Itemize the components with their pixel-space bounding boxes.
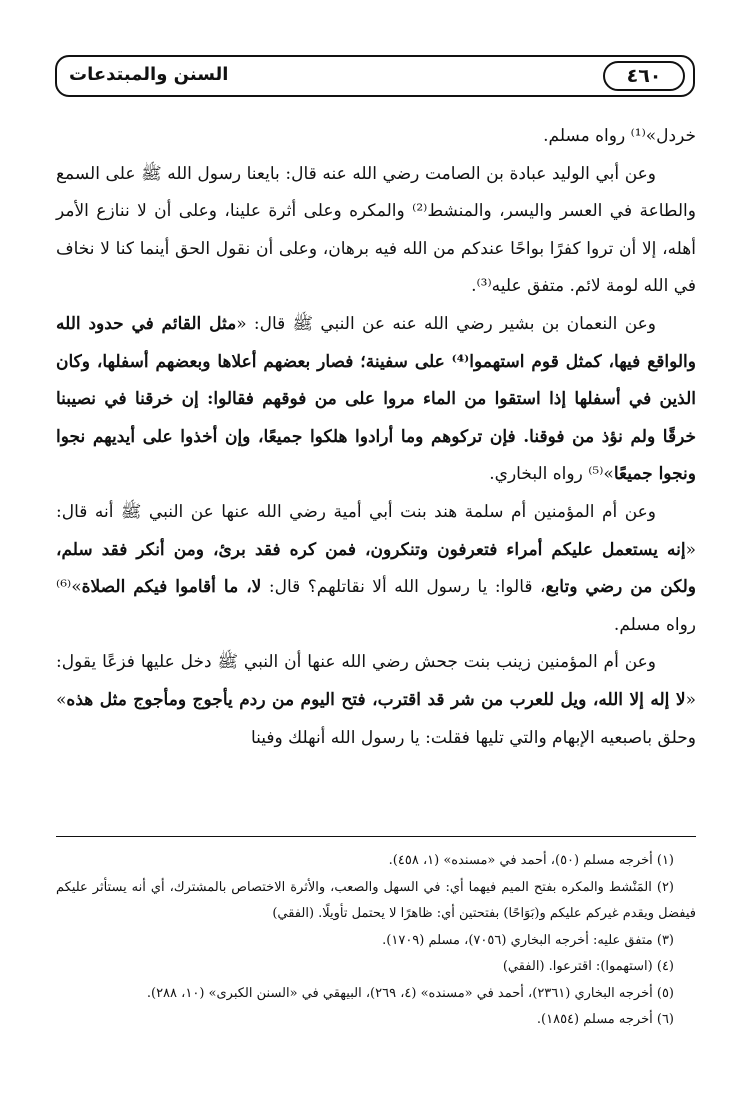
p5-end: » وحلق باصبعيه الإبهام والتي تليها فقلت: يا رسول الله أنهلك وفينا: [56, 689, 696, 748]
footnote-4: (٤) (استهموا): اقترعوا. (الفقي): [502, 959, 674, 974]
footnote-1: (١) أخرجه مسلم (٥٠)، أحمد في «مسنده» (١، ٤٥٨).: [388, 853, 674, 868]
paragraph-5: [56, 644, 696, 757]
footnote-3: (٣) متفق عليه: أخرجه البخاري (٧٠٥٦)، مسلم (١٧٠٩).: [382, 932, 674, 948]
footnote-2: (٢) المَنْشط والمكره بفتح الميم فيهما أي: في السهل والصعب، والأثرة الاختصاص بالمشترك، أي أنه يستأثر عليكم فيفضل ويقدم غيركم عليكم و(بَوَاحًا) بفتحتين أي: ظاهرًا لا يحتمل تأويلًا. (الفقي): [56, 879, 696, 921]
p4-intro: وعن أم المؤمنين أم سلمة هند بنت أبي أمية رضي الله عنها عن النبي ﷺ أنه قال: «: [56, 501, 696, 560]
footnote-divider: [56, 836, 696, 837]
page-header: [55, 55, 695, 97]
p4-middle: ، قالوا: يا رسول الله ألا نقاتلهم؟ قال:: [261, 577, 546, 598]
p3-end: »⁽⁵⁾ رواه البخاري.: [489, 464, 614, 485]
footnote-5: (٥) أخرجه البخاري (٢٣٦١)، أحمد في «مسنده» (٤، ٢٦٩)، البيهقي في «السنن الكبرى» (١٠، ٢٨٨).: [146, 985, 674, 1001]
paragraph-2: وعن أبي الوليد عبادة بن الصامت رضي الله عنه قال: بايعنا رسول الله ﷺ على السمع والطاعة في العسر واليسر، والمنشط⁽²⁾ والمكره وعلى أثرة علينا، وعلى أن لا ننازع الأمر أهله، إلا أن تروا كفرًا بواحًا عندكم من الله فيه برهان، وعلى أن نقول الحق أينما كنا لا نخاف في الله لومة لائم. متفق عليه⁽³⁾.: [56, 163, 696, 297]
footnotes: [56, 848, 696, 1034]
p5-intro: وعن أم المؤمنين زينب بنت جحش رضي الله عنها أن النبي ﷺ دخل عليها فزعًا يقول: «: [56, 652, 696, 710]
main-text: [56, 118, 696, 757]
paragraph-3: [56, 306, 696, 494]
p3-hadith: مثل القائم في حدود الله والواقع فيها، كمثل قوم استهموا⁽⁴⁾ على سفينة؛ فصار بعضهم أعلاها وبعضهم أسفلها، وكان الذين في أسفلها إذا استقوا من الماء مروا على من فوقهم فقالوا: إن خرقنا في نصيبنا خرقًا ولم نؤذ من فوقنا. فإن تركوهم وما أرادوا هلكوا جميعًا، وإن أخذوا على أيديهم نجوا ونجوا جميعًا: [56, 313, 696, 485]
p4-hadith: إنه يستعمل عليكم أمراء فتعرفون وتنكرون، فمن كره فقد برئ، ومن أنكر فقد سلم، ولكن من رضي وتابع: [56, 539, 697, 598]
paragraph-4: [56, 494, 696, 644]
paragraph-1: خردل»⁽¹⁾ رواه مسلم.: [543, 126, 696, 146]
p4-hadith-2: لا، ما أقاموا فيكم الصلاة: [81, 577, 262, 598]
running-title: السنن والمبتدعات: [69, 64, 229, 85]
footnote-6: (٦) أخرجه مسلم (١٨٥٤).: [536, 1012, 674, 1027]
page-number: ٤٦٠: [603, 61, 685, 91]
p3-intro: وعن النعمان بن بشير رضي الله عنه عن النبي ﷺ قال: «: [236, 313, 656, 334]
p4-end: »⁽⁶⁾ رواه مسلم.: [56, 577, 696, 635]
p5-hadith: لا إله إلا الله، ويل للعرب من شر قد اقترب، فتح اليوم من ردم يأجوج ومأجوج مثل هذه: [66, 689, 686, 710]
